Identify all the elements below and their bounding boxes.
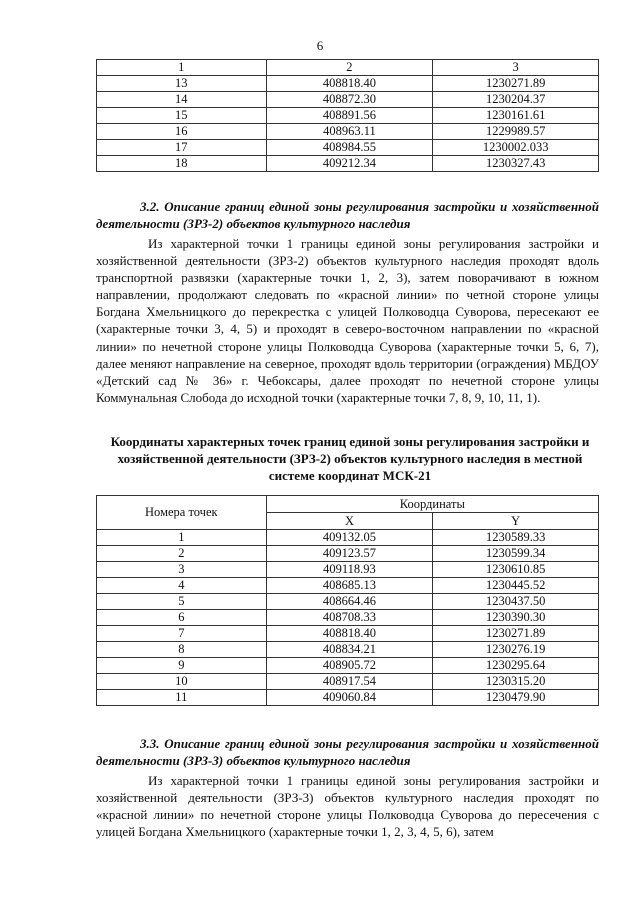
table-row bbox=[97, 578, 599, 594]
table-row bbox=[97, 530, 599, 546]
section-3-3-heading bbox=[96, 735, 599, 769]
table-cell: 14 bbox=[97, 92, 267, 108]
table-cell: 10 bbox=[97, 674, 267, 690]
column-header: 1 bbox=[97, 60, 267, 76]
table-cell: 11 bbox=[97, 690, 267, 706]
table-cell: 1230161.61 bbox=[433, 108, 599, 124]
table-cell: 408905.72 bbox=[266, 658, 433, 674]
table-cell: 1230599.34 bbox=[433, 546, 599, 562]
table-cell: 5 bbox=[97, 594, 267, 610]
table-cell: 408891.56 bbox=[266, 108, 433, 124]
section-heading-text: 3.3. Описание границ единой зоны регулирования застройки и хозяйственной деятельности (ЗРЗ-3) объектов культурного наследия bbox=[96, 736, 599, 768]
table-cell: 408963.11 bbox=[266, 124, 433, 140]
table-cell: 408917.54 bbox=[266, 674, 433, 690]
y-column-header: Y bbox=[433, 513, 599, 530]
table-cell: 1230437.50 bbox=[433, 594, 599, 610]
table-cell: 408685.13 bbox=[266, 578, 433, 594]
table-row bbox=[97, 108, 599, 124]
table-cell: 1230610.85 bbox=[433, 562, 599, 578]
table-cell: 4 bbox=[97, 578, 267, 594]
table-cell: 6 bbox=[97, 610, 267, 626]
table-cell: 1230271.89 bbox=[433, 76, 599, 92]
table-cell: 18 bbox=[97, 156, 267, 172]
column-header: 3 bbox=[433, 60, 599, 76]
table-cell: 1230204.37 bbox=[433, 92, 599, 108]
table-cell: 409132.05 bbox=[266, 530, 433, 546]
table-cell: 9 bbox=[97, 658, 267, 674]
table-cell: 1230276.19 bbox=[433, 642, 599, 658]
x-column-header: X bbox=[266, 513, 433, 530]
table-cell: 408818.40 bbox=[266, 76, 433, 92]
table-cell: 1230327.43 bbox=[433, 156, 599, 172]
table-row bbox=[97, 594, 599, 610]
table-cell: 408872.30 bbox=[266, 92, 433, 108]
section-3-2-heading bbox=[96, 198, 599, 232]
table-row bbox=[97, 140, 599, 156]
section-text: Из характерной точки 1 границы единой зоны регулирования застройки и хозяйственной деятельности (ЗРЗ-2) объектов культурного наследия проходят вдоль транспортной развязки (характерные точки 1, 2, 3), затем поворачивают в южном направлении, продолжают следовать по «красной линии» по четной стороне улицы Богдана Хмельницкого до перекрестка с улицей Полководца Суворова, пересекают ее (характерные точки 3, 4, 5) и проходят в северо-восточном направлении по «красной линии» по нечетной стороне улицы Полководца Суворова (характерные точки 5, 6, 7), далее меняют направление на северное, проходят вдоль территории (ограждения) МБДОУ «Детский сад № 36» г. Чебоксары, далее проходят по нечетной стороне улицы Коммунальная Слобода до исходной точки (характерные точки 7, 8, 9, 10, 11, 1). bbox=[96, 236, 599, 405]
section-3-2-body bbox=[96, 235, 599, 406]
table-cell: 408818.40 bbox=[266, 626, 433, 642]
table-cell: 1230589.33 bbox=[433, 530, 599, 546]
section-3-3-body bbox=[96, 772, 599, 840]
table-cell: 3 bbox=[97, 562, 267, 578]
table-cell: 17 bbox=[97, 140, 267, 156]
coordinates-table-zrz2 bbox=[96, 495, 599, 706]
table-row bbox=[97, 76, 599, 92]
table-row bbox=[97, 642, 599, 658]
table-row bbox=[97, 658, 599, 674]
table-cell: 408708.33 bbox=[266, 610, 433, 626]
points-column-header: Номера точек bbox=[97, 496, 267, 530]
table-cell: 1 bbox=[97, 530, 267, 546]
section-heading-text: 3.2. Описание границ единой зоны регулирования застройки и хозяйственной деятельности (ЗРЗ-2) объектов культурного наследия bbox=[96, 199, 599, 231]
table-cell: 409123.57 bbox=[266, 546, 433, 562]
table-row bbox=[97, 610, 599, 626]
table-cell: 2 bbox=[97, 546, 267, 562]
table-cell: 1229989.57 bbox=[433, 124, 599, 140]
table-cell: 408664.46 bbox=[266, 594, 433, 610]
table-cell: 13 bbox=[97, 76, 267, 92]
table-cell: 1230295.64 bbox=[433, 658, 599, 674]
table-cell: 408984.55 bbox=[266, 140, 433, 156]
table-cell: 1230271.89 bbox=[433, 626, 599, 642]
table-cell: 1230390.30 bbox=[433, 610, 599, 626]
table-row bbox=[97, 92, 599, 108]
table-cell: 16 bbox=[97, 124, 267, 140]
table-cell: 409060.84 bbox=[266, 690, 433, 706]
table-cell: 1230315.20 bbox=[433, 674, 599, 690]
table-cell: 409118.93 bbox=[266, 562, 433, 578]
table-row bbox=[97, 546, 599, 562]
table-cell: 409212.34 bbox=[266, 156, 433, 172]
table-cell: 1230445.52 bbox=[433, 578, 599, 594]
coordinates-table-continued bbox=[96, 59, 599, 172]
table-cell: 8 bbox=[97, 642, 267, 658]
table-row bbox=[97, 156, 599, 172]
table-row bbox=[97, 562, 599, 578]
coordinates-column-header: Координаты bbox=[266, 496, 598, 513]
section-text: Из характерной точки 1 границы единой зоны регулирования застройки и хозяйственной деятельности (ЗРЗ-3) объектов культурного наследия проходят по «красной линии» по нечетной стороне улицы Полководца Суворова до пересечения с улицей Богдана Хмельницкого (характерные точки 1, 2, 3, 4, 5, 6), затем bbox=[96, 773, 599, 840]
table-row bbox=[97, 674, 599, 690]
table-cell: 15 bbox=[97, 108, 267, 124]
table-row bbox=[97, 626, 599, 642]
table-cell: 408834.21 bbox=[266, 642, 433, 658]
column-header: 2 bbox=[266, 60, 433, 76]
table-cell: 1230479.90 bbox=[433, 690, 599, 706]
table-row bbox=[97, 690, 599, 706]
table-cell: 1230002.033 bbox=[433, 140, 599, 156]
table-row bbox=[97, 124, 599, 140]
table-cell: 7 bbox=[97, 626, 267, 642]
table-title: Координаты характерных точек границ единой зоны регулирования застройки и хозяйственной деятельности (ЗРЗ-2) объектов культурного наследия в местной системе координат МСК-21 bbox=[110, 434, 590, 483]
page-number: 6 bbox=[316, 38, 324, 53]
